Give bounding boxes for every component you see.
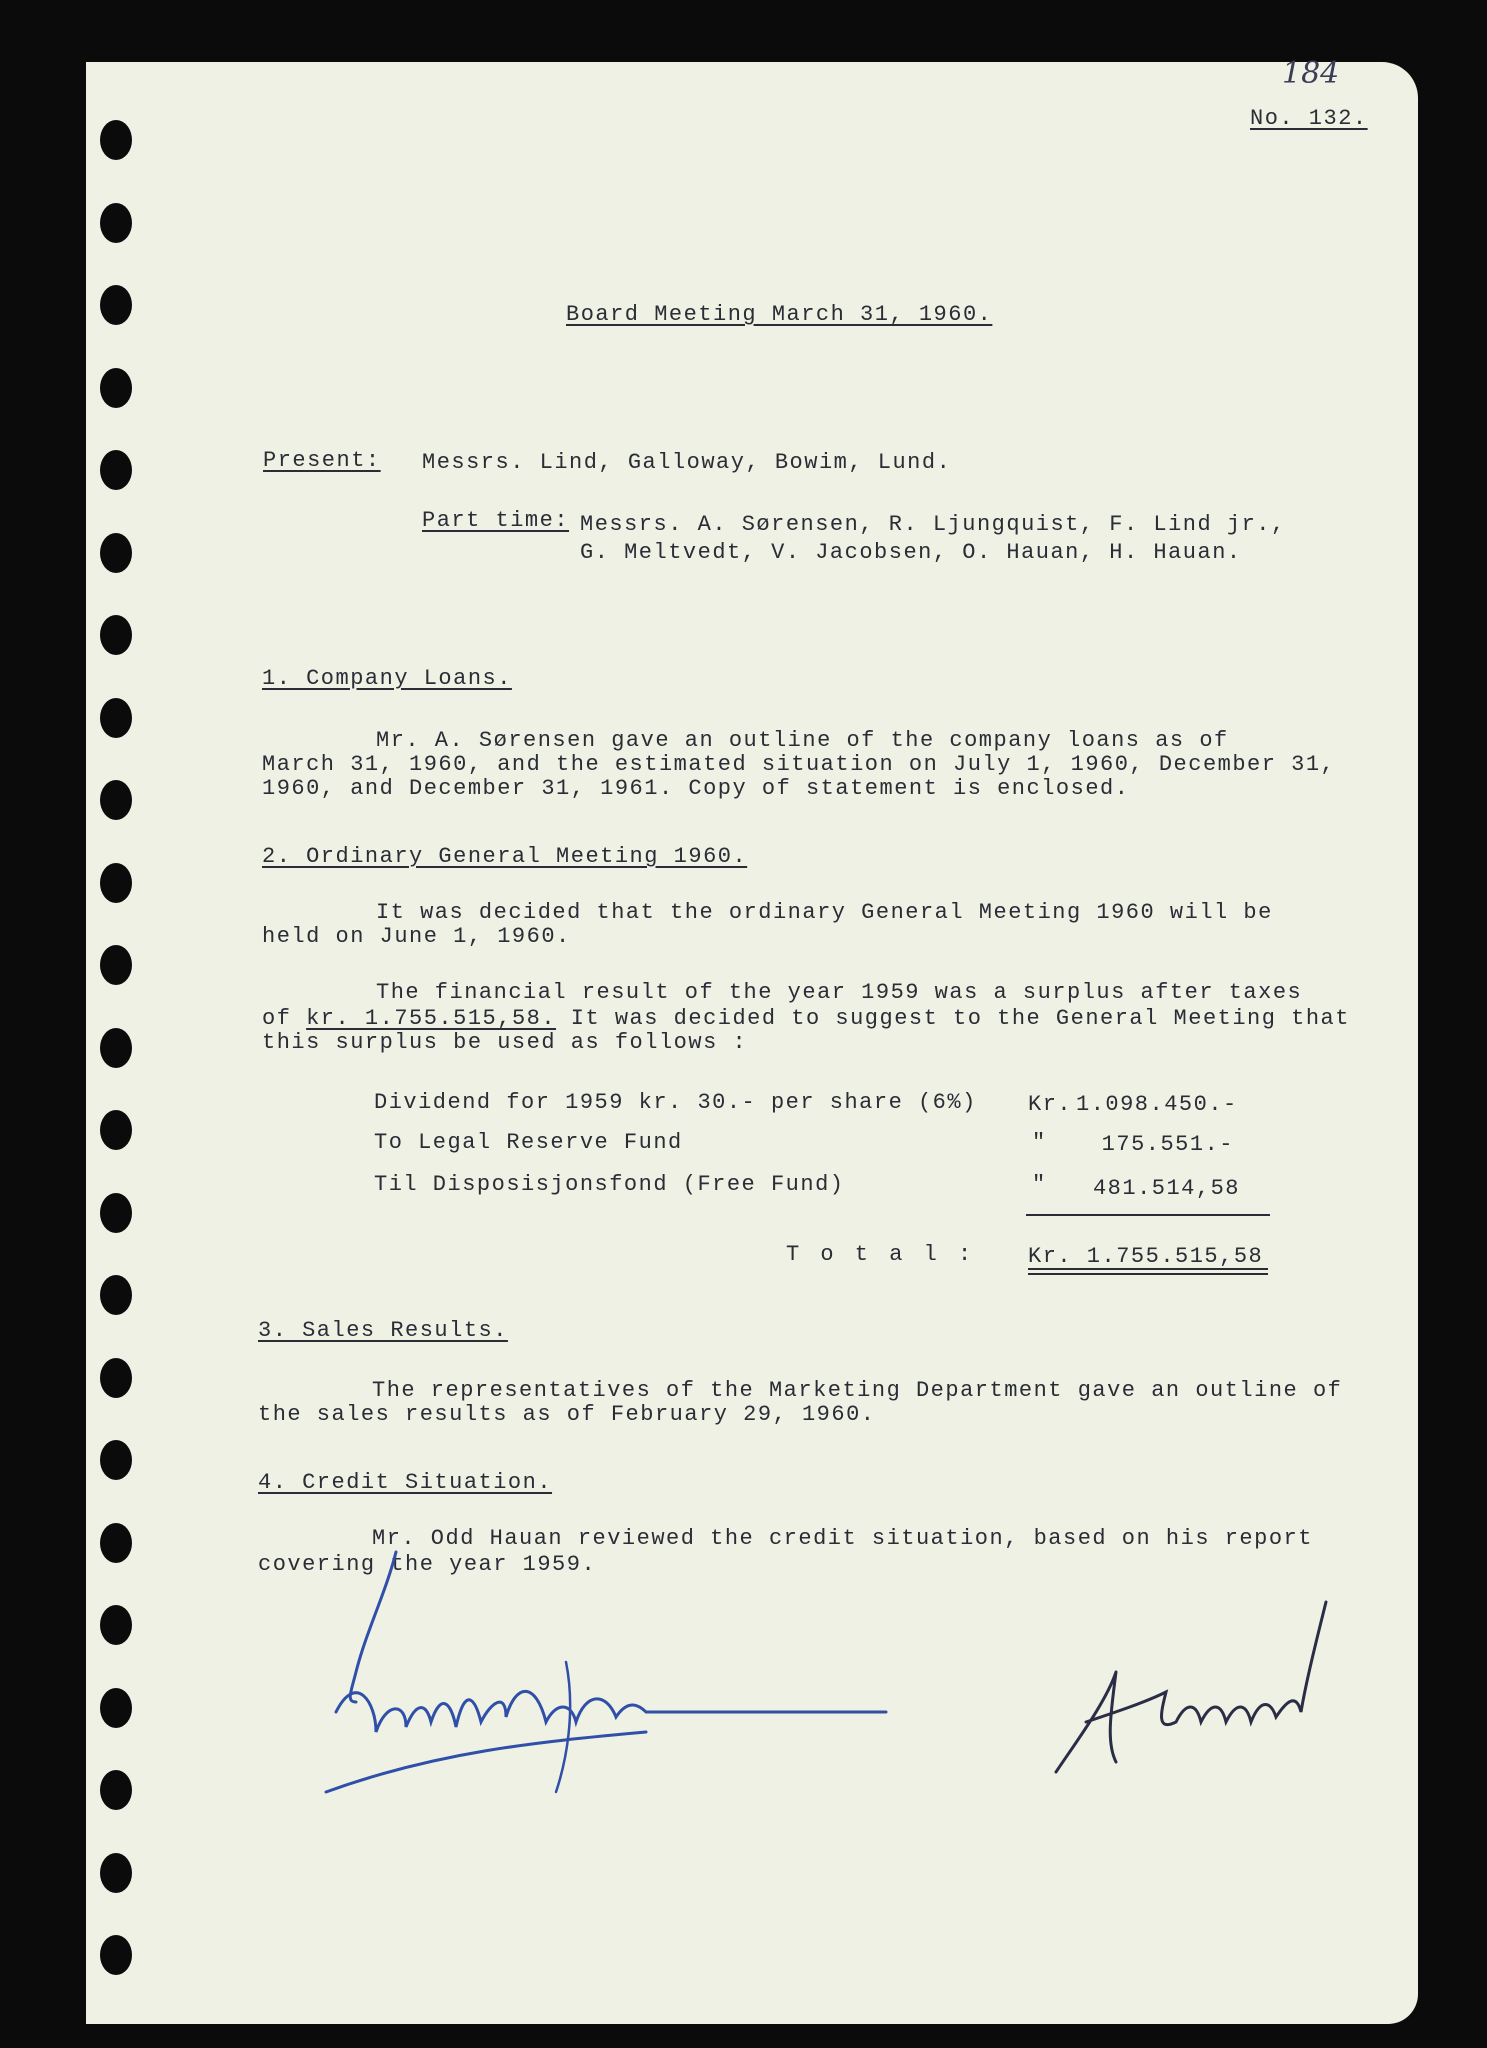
binder-hole: [100, 1605, 132, 1645]
binder-hole: [100, 780, 132, 820]
binder-hole: [100, 1770, 132, 1810]
total-double-rule: [1028, 1268, 1268, 1275]
binder-hole: [100, 1028, 132, 1068]
binder-hole: [100, 1853, 132, 1893]
signature-right: [1056, 1602, 1356, 1792]
allocation-row-2-label: To Legal Reserve Fund: [374, 1130, 683, 1155]
allocation-row-1-amount: 1.098.450.-: [1076, 1092, 1238, 1117]
section-2-p2-line-2: of kr. 1.755.515,58. It was decided to suggest to the General Meeting that: [262, 1006, 1350, 1031]
section-2-p1-line-2: held on June 1, 1960.: [262, 924, 571, 949]
total-label: T o t a l :: [786, 1242, 976, 1267]
document-title: Board Meeting March 31, 1960.: [566, 302, 993, 327]
binder-hole: [100, 1523, 132, 1563]
section-4-heading: 4. Credit Situation.: [258, 1470, 553, 1495]
section-1-heading: 1. Company Loans.: [262, 666, 512, 691]
section-4-line-2: covering the year 1959.: [258, 1552, 597, 1577]
section-2-p2-line-1: The financial result of the year 1959 was a surplus after taxes: [376, 980, 1303, 1005]
surplus-amount: kr. 1.755.515,58.: [306, 1006, 557, 1031]
binder-hole: [100, 120, 132, 160]
binder-hole: [100, 533, 132, 573]
allocation-row-1-currency: Kr.: [1028, 1092, 1073, 1117]
section-2-p2-line-3: this surplus be used as follows :: [262, 1030, 748, 1055]
total-value: Kr. 1.755.515,58: [1028, 1244, 1264, 1269]
part-time-line-2: G. Meltvedt, V. Jacobsen, O. Hauan, H. Hauan.: [580, 540, 1242, 565]
allocation-row-3-amount: 481.514,58: [1092, 1176, 1240, 1201]
sum-rule: [1026, 1214, 1270, 1216]
part-time-line-1: Messrs. A. Sørensen, R. Ljungquist, F. Lind jr.,: [580, 512, 1286, 537]
section-2-heading: 2. Ordinary General Meeting 1960.: [262, 844, 748, 869]
section-4-line-1: Mr. Odd Hauan reviewed the credit situation, based on his report: [372, 1526, 1313, 1551]
allocation-row-1-label: Dividend for 1959 kr. 30.- per share (6%): [374, 1090, 977, 1115]
binder-hole: [100, 1440, 132, 1480]
binder-hole: [100, 285, 132, 325]
binder-hole: [100, 1110, 132, 1150]
signature-left: [316, 1552, 896, 1812]
binder-hole: [100, 203, 132, 243]
section-1-line-3: 1960, and December 31, 1961. Copy of statement is enclosed.: [262, 776, 1130, 801]
section-3-heading: 3. Sales Results.: [258, 1318, 508, 1343]
allocation-row-3-currency: ": [1032, 1172, 1047, 1197]
binder-hole: [100, 1275, 132, 1315]
section-1-line-2: March 31, 1960, and the estimated situation on July 1, 1960, December 31,: [262, 752, 1336, 777]
section-2-p1-line-1: It was decided that the ordinary General Meeting 1960 will be: [376, 900, 1273, 925]
binder-hole: [100, 450, 132, 490]
binder-hole: [100, 615, 132, 655]
allocation-row-2-currency: ": [1032, 1130, 1047, 1155]
present-names: Messrs. Lind, Galloway, Bowim, Lund.: [422, 450, 952, 475]
binder-hole: [100, 945, 132, 985]
allocation-row-2-amount: 175.551.-: [1101, 1132, 1234, 1157]
binder-hole: [100, 1193, 132, 1233]
document-page: [86, 56, 1418, 2024]
binder-hole: [100, 1688, 132, 1728]
part-time-label: Part time:: [422, 508, 570, 533]
section-3-line-1: The representatives of the Marketing Department gave an outline of: [372, 1378, 1343, 1403]
section-3-line-2: the sales results as of February 29, 1960.: [258, 1402, 876, 1427]
binder-hole: [100, 863, 132, 903]
binder-hole: [100, 698, 132, 738]
binder-hole: [100, 1935, 132, 1975]
present-label: Present:: [263, 448, 381, 473]
page-number-handwritten: 184: [1282, 56, 1340, 91]
section-1-line-1: Mr. A. Sørensen gave an outline of the company loans as of: [376, 728, 1229, 753]
binder-hole: [100, 1358, 132, 1398]
allocation-row-3-label: Til Disposisjonsfond (Free Fund): [374, 1172, 845, 1197]
binder-hole: [100, 368, 132, 408]
document-number: No. 132.: [1250, 106, 1368, 131]
